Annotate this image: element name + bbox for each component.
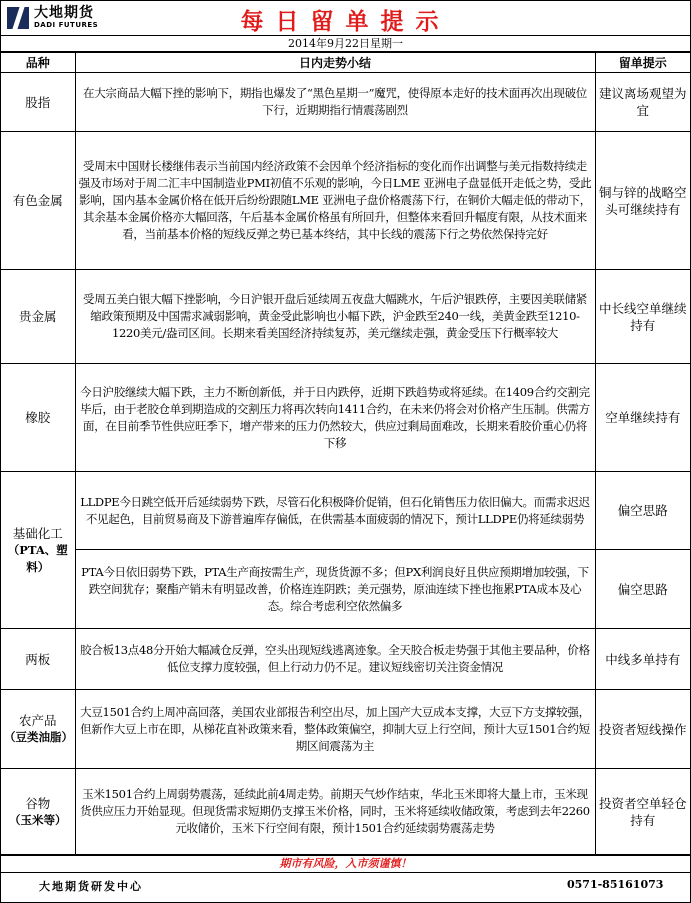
table-row (1, 769, 690, 855)
variety-cell (1, 132, 75, 270)
variety-name: 贵金属 (18, 309, 57, 324)
commodity-table (1, 52, 690, 855)
table-row (1, 270, 690, 364)
tip-cell: 中线多单持有 (595, 629, 690, 690)
table-header-row (1, 53, 690, 73)
variety-cell (1, 270, 75, 364)
logo-en-text: DADI FUTURES (34, 21, 99, 29)
variety-name: 谷物 (25, 795, 51, 811)
variety-cell (1, 364, 75, 472)
table-row (1, 132, 690, 270)
report-date: 2014年9月22日星期一 (1, 36, 690, 52)
page-footer (1, 872, 690, 896)
contact-phone: 0571-85161073 (567, 878, 664, 891)
tip-cell: 空单继续持有 (595, 364, 690, 472)
variety-name: 农产品 (18, 713, 57, 728)
table-row (1, 629, 690, 690)
variety-name: 股指 (25, 94, 51, 110)
tip-cell: 铜与锌的战略空头可继续持有 (595, 132, 690, 270)
variety-cell (1, 73, 75, 132)
variety-subname: （玉米等） (9, 812, 67, 827)
variety-subname: （PTA、塑料） (7, 542, 68, 574)
logo-cn-text: 大地期货 (34, 5, 94, 21)
col-header-variety: 品种 (1, 53, 75, 73)
variety-name: 橡胶 (25, 410, 51, 425)
variety-name: 有色金属 (12, 193, 63, 208)
variety-cell (1, 769, 75, 855)
summary-cell: 大豆1501合约上周冲高回落，美国农业部报告利空出尽，加上国产大豆成本支撑，大豆下方支撑较强，但新作大豆上市在即，从梯花直补政策来看，整体政策偏空，抑制大豆上行空间，预计大豆1501合约短期区间震荡为主 (75, 690, 595, 769)
table-row (1, 364, 690, 472)
variety-cell (1, 690, 75, 769)
tip-cell: 偏空思路 (595, 472, 690, 550)
col-header-tip: 留单提示 (595, 53, 690, 73)
tip-cell: 建议离场观望为宜 (595, 73, 690, 132)
tip-cell: 偏空思路 (595, 550, 690, 629)
table-row (1, 690, 690, 769)
summary-cell: LLDPE今日跳空低开后延续弱势下跌，尽管石化积极降价促销，但石化销售压力依旧偏大。而需求迟迟不见起色，目前贸易商及下游普遍库存偏低，在供需基本面疲弱的情况下，预计LLDPE仍将延续弱势 (75, 472, 595, 550)
summary-cell: 玉米1501合约上周弱势震荡，延续此前4周走势。前期天气炒作结束，华北玉米即将大量上市，玉米现货供应压力开始显现。但现货需求短期仍支撑玉米价格，同时，玉米将延续收储政策，考虑到去年2260元收储价，玉米下行空间有限，预计1501合约延续弱势震荡走势 (75, 769, 595, 855)
risk-warning: 期市有风险，入市须谨慎！ (1, 855, 690, 872)
summary-cell: PTA今日依旧弱势下跌，PTA生产商按需生产，现货货源不多；但PX利润良好且供应预期增加较强，下跌空间犹存；聚酯产销未有明显改善，价格连连阴跌；美元强势，原油连续下挫也拖累PTA成本及心态。综合考虑利空依然偏多 (75, 550, 595, 629)
table-row (1, 550, 690, 629)
page-title: 每日留单提示 (240, 8, 451, 35)
summary-cell: 在大宗商品大幅下挫的影响下，期指也爆发了“黑色星期一”魔咒，使得原本走好的技术面再次出现破位下行，近期期指行情震荡剧烈 (75, 73, 595, 132)
variety-cell (1, 629, 75, 690)
table-row (1, 472, 690, 550)
tip-cell: 投资者空单轻仓持有 (595, 769, 690, 855)
tip-cell: 投资者短线操作 (595, 690, 690, 769)
summary-cell: 今日沪胶继续大幅下跌，主力不断创新低，并于日内跌停，近期下跌趋势或将延续。在1409合约交割完毕后，由于老胶仓单到期造成的交割压力将再次转向1411合约，在未来仍将会对价格产生压制。供需方面，在目前季节性供应旺季下，增产带来的压力仍然较大，供应过剩局面难改，长期来看胶价重心仍将下移 (75, 364, 595, 472)
variety-cell (1, 472, 75, 629)
variety-subname: （豆类油脂） (4, 730, 73, 744)
research-center-name: 大地期货研发中心 (39, 880, 143, 893)
col-header-summary: 日内走势小结 (75, 53, 595, 73)
summary-cell: 胶合板13点48分开始大幅减仓反弹，空头出现短线逃离迹象。全天胶合板走势强于其他主要品种，价格低位支撑力度较强，但上行动力仍不足。建议短线密切关注资金情况 (75, 629, 595, 690)
table-row (1, 73, 690, 132)
variety-name: 基础化工 (12, 525, 63, 541)
report-header (1, 1, 690, 36)
summary-cell: 受周末中国财长楼继伟表示当前国内经济政策不会因单个经济指标的变化而作出调整与美元指数持续走强及市场对于周二汇丰中国制造业PMI初值不乐观的影响，今日LME 亚洲电子盘显低开走低之势，受此影响，国内基本金属价格在低开后纷纷跟随LME 亚洲电子盘价格震荡下行，在铜价大幅走低的带动下，其余基本金属价格亦大幅回落，午后基本金属价格虽有所回升，但整体来看回升幅度有限，从技术面来看，当前基本价格的短线反弹之势已基本终结，其中长线的震荡下行之势依然保持完好 (75, 132, 595, 270)
summary-cell: 受周五美白银大幅下挫影响，今日沪银开盘后延续周五夜盘大幅跳水，午后沪银跌停，主要因美联储紧缩政策预期及中国需求减弱影响，黄金受此影响也小幅下跌，沪金跌至240一线，美黄金跌至1210-1220美元/盎司区间。长期来看美国经济持续复苏，美元继续走强，黄金受压下行概率较大 (75, 270, 595, 364)
tip-cell: 中长线空单继续持有 (595, 270, 690, 364)
variety-name: 两板 (25, 651, 51, 667)
